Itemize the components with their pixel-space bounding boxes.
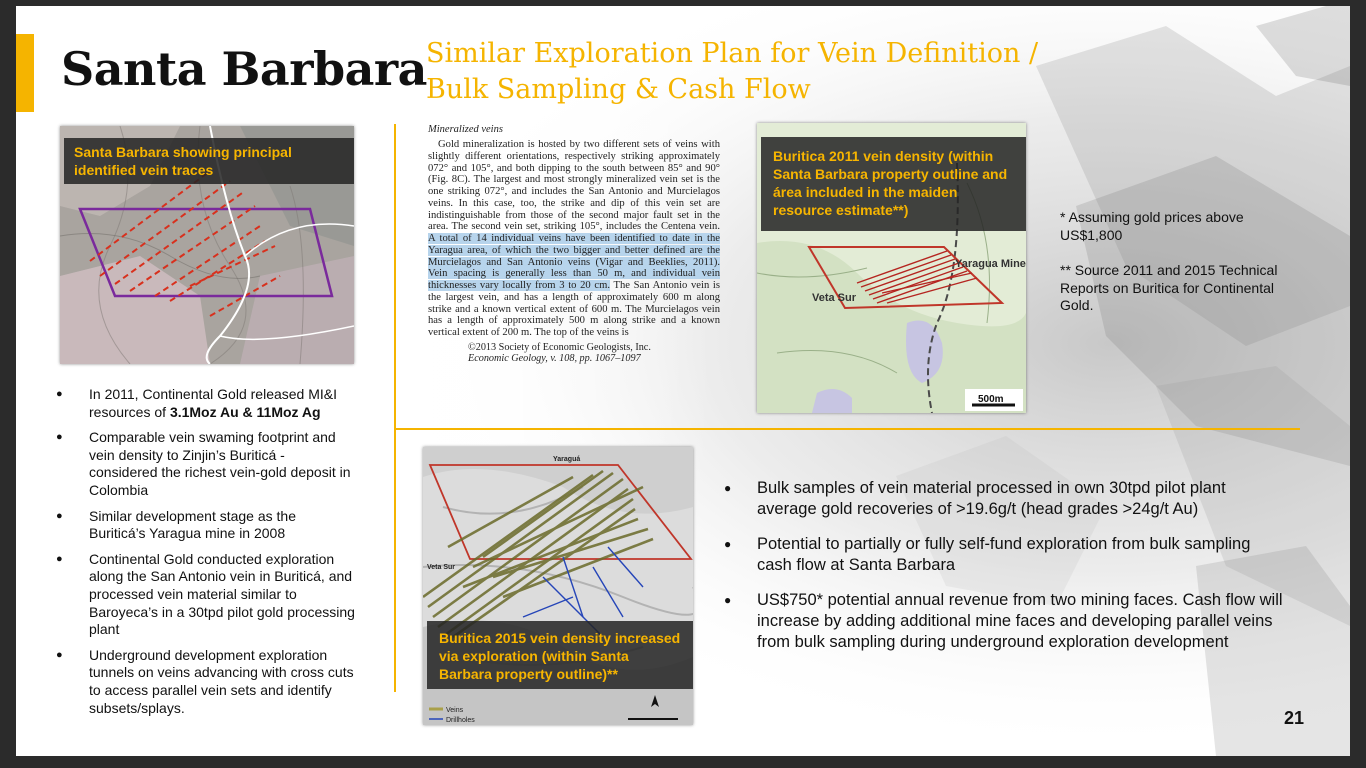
list-item: ● Bulk samples of vein material processed in own 30tpd pilot plant average gold recoveries of >19.6g/t (head grades >24g/t Au) (724, 478, 1284, 520)
paper-body-text: Gold mineralization is hosted by two different sets of veins with slightly different orientations, respectively striking approximately 072° and 105°, and both dipping to the south between 85° and 90° (Fig. 8C). The largest and most strongly mineralized vein set is the one striking 072°, and includes the San Antonio and Murcielagos veins. In this case, too, the strike and dip of this vein set are indistinguishable from those of the second major fault set in the area. The second vein set, striking 105°, includes the Centena vein. (428, 139, 720, 233)
vertical-divider (394, 124, 396, 692)
list-item: ● US$750* potential annual revenue from two mining faces. Cash flow will increase by adding additional mine faces and developing parallel veins from bulk sampling during underground exploration development (724, 590, 1284, 653)
paper-citation: Economic Geology, v. 108, pp. 1067–1097 (468, 353, 641, 365)
list-item-text: In 2011, Continental Gold released MI&I resources of (89, 386, 338, 420)
scale-bar-label: 500m (978, 394, 1004, 405)
paper-excerpt-heading: Mineralized veins (428, 124, 503, 135)
list-item: ● Similar development stage as the Buriticá’s Yaragua mine in 2008 (56, 508, 356, 543)
page-subtitle: Similar Exploration Plan for Vein Definition / Bulk Sampling & Cash Flow (426, 38, 1039, 105)
paper-highlighted-text: A total of 14 individual veins have been identified to date in the Yaragua area, of which the two bigger and better defined are the Murcielagos and San Antonio veins (Vigar and Beeklies, 2011). Vein spacing is generally less than 50 m, and individual vein thicknesses vary locally from 3 to 20 cm. (428, 233, 720, 291)
santa-barbara-vein-map (60, 126, 354, 364)
right-bullet-list (724, 478, 1284, 667)
page-title: Santa Barbara (61, 42, 427, 96)
title-accent-bar (16, 34, 34, 112)
left-bullet-list (56, 386, 356, 725)
veta-sur-label: Veta Sur (812, 292, 857, 304)
buritica-2011-map-caption: Buritica 2011 vein density (within Santa Barbara property outline and área included in the maiden resource estimate**) (761, 137, 1026, 231)
footnote-gold-price: * Assuming gold prices above US$1,800 (1060, 209, 1244, 243)
list-item: ● Potential to partially or fully self-fund exploration from bulk sampling cash flow at Santa Barbara (724, 534, 1284, 576)
yaragua-mine-label: Yaragua Mine (955, 258, 1026, 270)
veta-sur-label-2015: Veta Sur (427, 564, 456, 571)
paper-copyright: ©2013 Society of Economic Geologists, Inc. (468, 341, 651, 353)
horizontal-divider (396, 428, 1300, 430)
buritica-2015-map-caption: Buritica 2015 vein density increased via exploration (within Santa Barbara property outline)** (427, 621, 693, 689)
footnote-source: ** Source 2011 and 2015 Technical Reports on Buritica for Continental Gold. (1060, 262, 1278, 313)
yaragua-label: Yaraguá (553, 456, 581, 463)
legend-drillholes: Drillholes (446, 717, 475, 724)
paper-excerpt (428, 124, 720, 402)
legend-veins: Veins (446, 707, 464, 714)
list-item: ● Comparable vein swaming footprint and vein density to Zinjin’s Buriticá - considered the richest vein-gold deposit in Colombia (56, 429, 356, 499)
paper-excerpt-footer (428, 342, 720, 365)
list-item (56, 386, 356, 421)
paper-excerpt-body (428, 139, 720, 339)
list-item: ● Continental Gold conducted exploration along the San Antonio vein in Buriticá, and processed vein material similar to Baroyeca’s in a 30tpd pilot gold processing plant (56, 551, 356, 639)
santa-barbara-map-caption: Santa Barbara showing principal identified vein traces (64, 138, 354, 184)
slide (16, 6, 1350, 756)
paper-body-text-continued: The San Antonio vein is the largest vein, and has a length of approximately 600 m along strike and a known vertical extent of 600 m. The Murcielagos vein has a length of approximately 500 m along strike and a known vertical extent of 200 m. The top of the veins is (428, 280, 720, 338)
footnotes (1060, 209, 1300, 333)
buritica-2011-vein-map (757, 123, 1026, 413)
list-item: ● Underground development exploration tunnels on veins advancing with cross cuts to access parallel vein sets and identify subsets/splays. (56, 647, 356, 717)
page-number: 21 (1284, 708, 1305, 728)
list-item-bold-text: 3.1Moz Au & 11Moz Ag (169, 403, 321, 420)
buritica-2015-vein-map (423, 447, 693, 725)
